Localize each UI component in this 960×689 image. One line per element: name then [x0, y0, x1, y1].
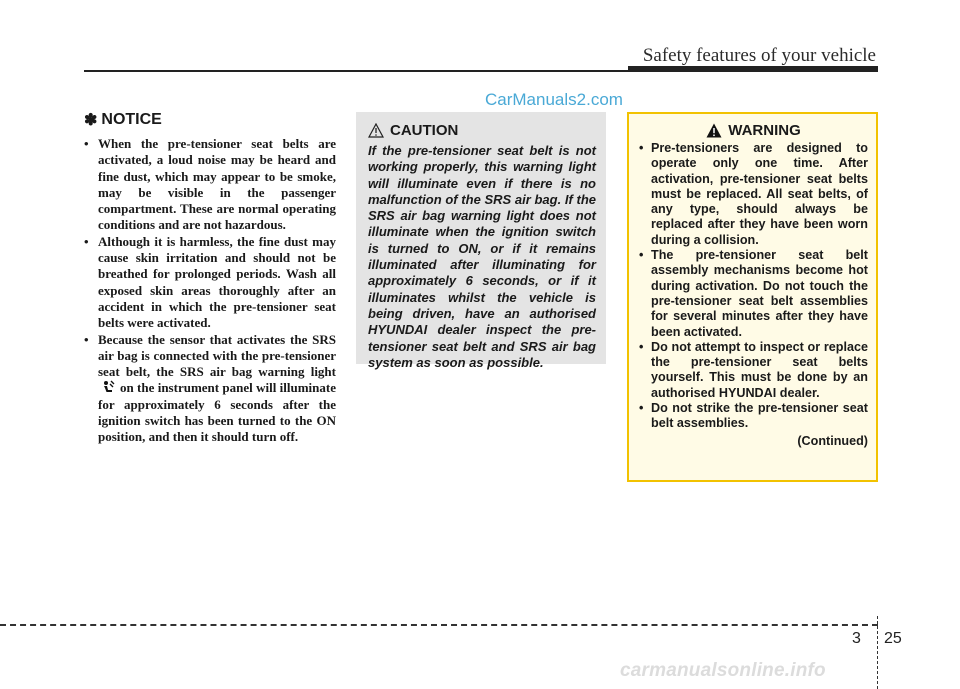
caution-triangle-icon: [368, 123, 384, 138]
notice-star-icon: ✽: [84, 112, 98, 129]
warning-continued: (Continued): [797, 433, 868, 448]
chapter-number: 3: [852, 630, 861, 647]
warning-item: • Do not strike the pre-tensioner seat belt assemblies.: [639, 401, 868, 432]
watermark-bottom-link[interactable]: carmanualsonline.info: [620, 660, 826, 681]
notice-section: [84, 110, 336, 446]
notice-item-text: on the instrument panel will illuminate for approximately 6 seconds after the ignition switch has been turned to the ON position, and then it should turn off.: [98, 380, 336, 445]
caution-title: CAUTION: [390, 122, 459, 139]
warning-box: [627, 112, 878, 482]
page-number: 25: [884, 630, 902, 647]
warning-item: • Pre-tensioners are designed to operate only one time. After activation, pre-tensioner seat belts must be replaced. All seat belts, of any type, should always be replaced after they have been worn during a collision.: [639, 141, 868, 248]
notice-item: • Although it is harmless, the fine dust may cause skin irritation and should not be breathed for prolonged periods. Wash all exposed skin areas thoroughly after an accident in which the pre-tensioner seat belts were activated.: [84, 234, 336, 332]
notice-list: [84, 136, 336, 446]
notice-item-text: Because the sensor that activates the SRS air bag is connected with the pre-tensioner seat belt, the SRS air bag warning light: [98, 331, 336, 380]
notice-title: [84, 110, 336, 130]
warning-header: [639, 122, 868, 139]
airbag-warning-icon: [102, 380, 116, 394]
notice-item: [84, 332, 336, 446]
watermark-top-link[interactable]: CarManuals2.com: [485, 90, 623, 109]
caution-body: If the pre-tensioner seat belt is not working properly, this warning light will illuminate even if there is no malfunction of the SRS air bag. If the SRS air bag warning light does not illuminate when the ignition switch is turned to ON, or if it remains illuminated after illuminating for approximately 6 seconds, or if it illuminates whilst the vehicle is being driven, have an authorised HYUNDAI dealer inspect the pre-tensioner seat belt and SRS air bag system as soon as possible.: [368, 143, 596, 370]
warning-triangle-icon: [706, 123, 722, 138]
warning-list: [639, 141, 868, 432]
warning-item: • Do not attempt to inspect or replace the pre-tensioner seat belts yourself. This must be done by an authorised HYUNDAI dealer.: [639, 340, 868, 401]
warning-item: • The pre-tensioner seat belt assembly mechanisms become hot during activation. Do not touch the pre-tensioner seat belt assemblies for several minutes after they have been activated.: [639, 248, 868, 340]
notice-title-text: NOTICE: [101, 111, 162, 128]
caution-box: [356, 112, 606, 370]
top-rule-accent: [628, 66, 878, 72]
footer-rule: [0, 624, 878, 626]
warning-title: WARNING: [728, 122, 801, 139]
section-title: Safety features of your vehicle: [642, 45, 876, 66]
page-divider: [877, 616, 878, 689]
notice-item: • When the pre-tensioner seat belts are activated, a loud noise may be heard and fine dust, which may appear to be smoke, may be visible in the passenger compartment. These are normal operating conditions and are not hazardous.: [84, 136, 336, 234]
caution-header: [368, 122, 596, 139]
